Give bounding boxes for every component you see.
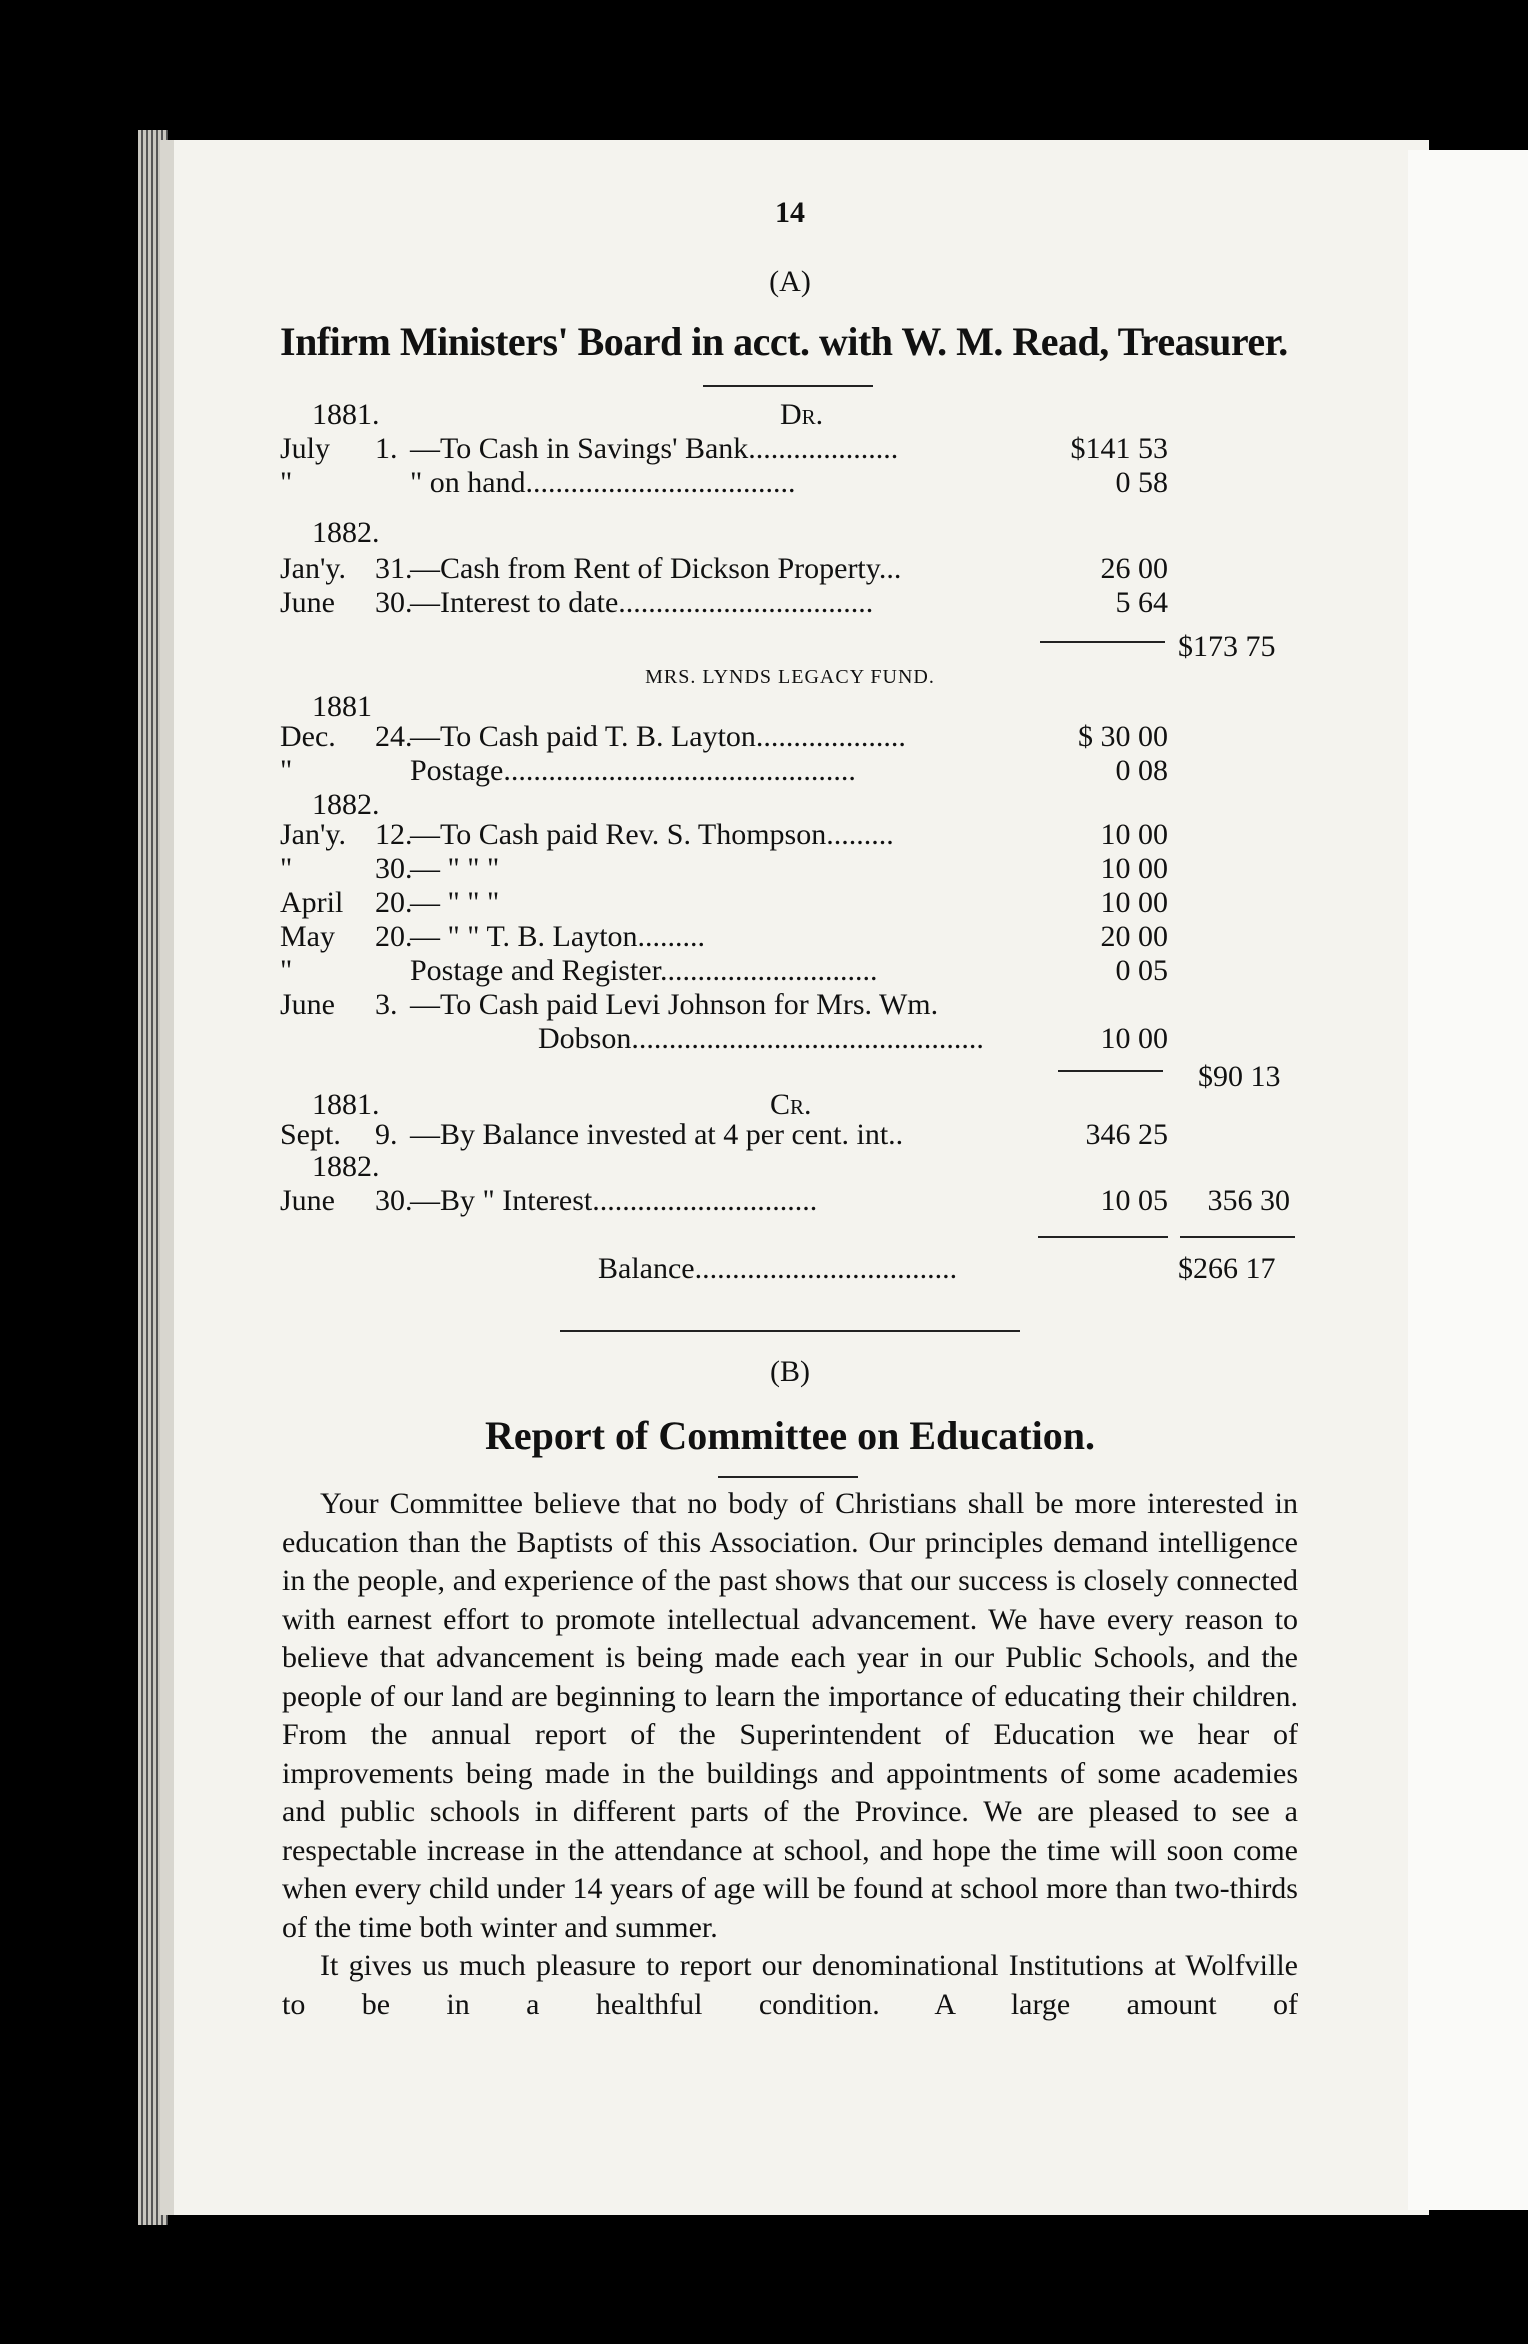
ledger-amount: 26 00 xyxy=(1100,552,1168,585)
ledger-description: Postage............................................... xyxy=(410,754,856,787)
ledger-description: —To Cash in Savings' Bank.................... xyxy=(410,432,899,465)
dr-year-1881: 1881. xyxy=(312,398,380,431)
ledger-row xyxy=(280,552,1300,586)
ledger-day: 9. xyxy=(375,1118,398,1151)
ledger-row xyxy=(280,754,1300,788)
ledger-day: 3. xyxy=(375,988,398,1021)
ledger-day: 30. xyxy=(375,586,413,619)
ledger-description: — " " " xyxy=(410,852,500,885)
ledger-amount: 20 00 xyxy=(1100,920,1168,953)
ledger-description: — " " T. B. Layton......... xyxy=(410,920,706,953)
section-a-title: Infirm Ministers' Board in acct. with W. M. Read, Treasurer. xyxy=(280,319,1288,364)
ledger-date: July xyxy=(280,432,331,465)
ledger-amount: 0 08 xyxy=(1115,754,1168,787)
ledger-day: 31. xyxy=(375,552,413,585)
ledger-description: —To Cash paid Rev. S. Thompson......... xyxy=(410,818,894,851)
ledger-amount: 5 64 xyxy=(1115,586,1168,619)
report-paragraph-2: It gives us much pleasure to report our denominational Institutions at Wolfville to be in a healthful condition. A large amount of xyxy=(282,1949,1298,2021)
ledger-date: June xyxy=(280,586,335,619)
ledger-date: " xyxy=(280,954,293,987)
ledger-row xyxy=(280,720,1300,754)
ledger-day: 24. xyxy=(375,720,413,753)
adjacent-page-strip xyxy=(1408,150,1528,2210)
ledger-amount: 10 00 xyxy=(1100,818,1168,851)
ledger-row xyxy=(280,988,1300,1022)
legacy-subtotal-rule xyxy=(1058,1070,1163,1072)
legacy-year-1881: 1881 xyxy=(312,690,372,723)
legacy-year-1882: 1882. xyxy=(312,788,380,821)
ledger-date: Jan'y. xyxy=(280,552,346,585)
dr-total: $173 75 xyxy=(1178,630,1276,663)
ledger-row xyxy=(280,466,1300,500)
ledger-date: " xyxy=(280,852,293,885)
ledger-date: Dec. xyxy=(280,720,336,753)
cr-subtotal-rule-1 xyxy=(1038,1236,1168,1238)
ledger-date: May xyxy=(280,920,335,953)
ledger-amount: 0 58 xyxy=(1115,466,1168,499)
ledger-description: —To Cash paid T. B. Layton.................... xyxy=(410,720,906,753)
page-number: 14 xyxy=(775,196,805,229)
ledger-total: 356 30 xyxy=(1207,1184,1290,1217)
section-b-title-rule xyxy=(718,1476,858,1478)
ledger-row xyxy=(280,920,1300,954)
cr-subtotal-rule-2 xyxy=(1180,1236,1295,1238)
ledger-day: 20. xyxy=(375,886,413,919)
ledger-description: —To Cash paid Levi Johnson for Mrs. Wm. xyxy=(410,988,939,1021)
legacy-heading: MRS. LYNDS LEGACY FUND. xyxy=(645,666,935,688)
ledger-amount: $ 30 00 xyxy=(1078,720,1168,753)
ledger-amount: $141 53 xyxy=(1070,432,1168,465)
ledger-date: April xyxy=(280,886,344,919)
section-b-title: Report of Committee on Education. xyxy=(485,1413,1095,1458)
ledger-amount: 10 05 xyxy=(1100,1184,1168,1217)
ledger-date: June xyxy=(280,988,335,1021)
legacy-total: $90 13 xyxy=(1198,1060,1281,1093)
ledger-row xyxy=(280,1118,1300,1152)
ledger-amount: 10 00 xyxy=(1100,852,1168,885)
ledger-description: — " " " xyxy=(410,886,500,919)
ledger-description: —By Balance invested at 4 per cent. int.. xyxy=(410,1118,904,1151)
ledger-description: —By " Interest.............................. xyxy=(410,1184,818,1217)
ledger-row xyxy=(280,432,1300,466)
ledger-row xyxy=(280,586,1300,620)
ledger-description: Postage and Register............................. xyxy=(410,954,878,987)
ledger-row xyxy=(280,954,1300,988)
ledger-amount: 346 25 xyxy=(1085,1118,1168,1151)
ledger-date: Jan'y. xyxy=(280,818,346,851)
ledger-description: " on hand.................................... xyxy=(410,466,796,499)
ledger-description: —Interest to date.................................. xyxy=(410,586,874,619)
ledger-row xyxy=(280,886,1300,920)
section-a-label: (A) xyxy=(769,265,811,298)
title-rule xyxy=(703,385,873,387)
ledger-day: 30. xyxy=(375,852,413,885)
ledger-date: Sept. xyxy=(280,1118,341,1151)
report-body xyxy=(282,1485,1298,2024)
dr-year-1882: 1882. xyxy=(312,516,380,549)
ledger-description: —Cash from Rent of Dickson Property... xyxy=(410,552,902,585)
ledger-date: June xyxy=(280,1184,335,1217)
ledger-date: " xyxy=(280,754,293,787)
ledger-day: 12. xyxy=(375,818,413,851)
balance-label: Balance................................... xyxy=(598,1252,958,1285)
cr-label: Cr. xyxy=(770,1088,812,1121)
cr-year-1882: 1882. xyxy=(312,1150,380,1183)
ledger-day: 1. xyxy=(375,432,398,465)
ledger-day: 20. xyxy=(375,920,413,953)
ledger-day: 30. xyxy=(375,1184,413,1217)
ledger-date: " xyxy=(280,466,293,499)
legacy-cont-desc: Dobson............................................... xyxy=(538,1022,984,1055)
legacy-cont-amount: 10 00 xyxy=(1100,1022,1168,1055)
dr-subtotal-rule xyxy=(1040,641,1165,643)
report-paragraph-1: Your Committee believe that no body of Christians shall be more interested in education than the Baptists of this Association. Our principles demand intelligence in the people, and experience of the past shows that our success is closely connected with earnest effort to promote intellectual advancement. We have every reason to believe that advancement is being made each year in our Public Schools, and the people of our land are beginning to learn the importance of educating their children. From the annual report of the Superintendent of Education we hear of improvements being made in the buildings and appointments of some academies and public schools in different parts of the Province. We are pleased to see a respectable increase in the attendance at school, and hope the time will soon come when every child under 14 years of age will be found at school more than two-thirds of the time both winter and summer. xyxy=(282,1487,1298,1944)
ledger-amount: 0 05 xyxy=(1115,954,1168,987)
section-divider xyxy=(560,1330,1020,1332)
ledger-amount: 10 00 xyxy=(1100,886,1168,919)
balance-amount: $266 17 xyxy=(1178,1252,1276,1285)
ledger-row xyxy=(280,852,1300,886)
ledger-row xyxy=(280,818,1300,852)
cr-year-1881: 1881. xyxy=(312,1088,380,1121)
dr-label: Dr. xyxy=(780,398,824,431)
section-b-label: (B) xyxy=(770,1355,810,1388)
ledger-row xyxy=(280,1184,1300,1218)
